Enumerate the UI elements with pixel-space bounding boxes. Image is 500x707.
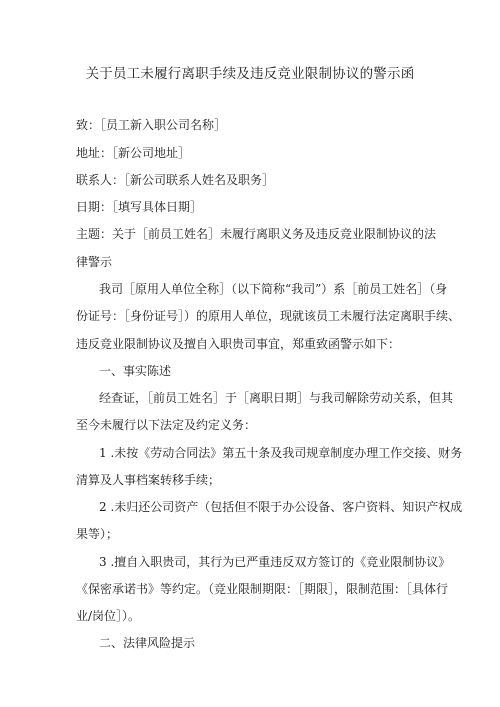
intro-line-3: 违反竞业限制协议及擅自入职贵司事宜，郑重致函警示如下： [76,337,401,351]
item-2-line-2: 果等）； [76,527,119,541]
document-title: 关于员工未履行离职手续及违反竞业限制协议的警示函 [85,66,415,82]
item-3-line-2: 《保密承诺书》等约定。（竞业限制期限：［期限］，限制范围：［具体行 [76,582,449,596]
item-3-line-3: 业/岗位］）。 [76,609,141,623]
item-1-line-1: 1 .未按《劳动合同法》第五十条及我司规章制度办理工作交接、财务 [99,446,463,460]
intro-line-2: 份证号：［身份证号］）的原用人单位，现就该员工未履行法定离职手续、 [76,309,461,323]
subject-line-2: 律警示 [76,255,113,269]
section-heading-legal-risk: 二、法律风险提示 [99,636,196,650]
date-field: 日期：［填写具体日期］ [76,200,203,214]
facts-line-2: 至今未履行以下法定及约定义务： [76,418,257,432]
item-1-line-2: 清算及人事档案转移手续； [76,473,221,487]
subject-line-1: 主题：关于［前员工姓名］未履行离职义务及违反竞业限制协议的法 [76,227,437,241]
facts-line-1: 经查证，［前员工姓名］于［离职日期］与我司解除劳动关系，但其 [99,391,454,405]
item-3-line-1: 3 .擅自入职贵司，其行为已严重违反双方签订的《竞业限制协议》 [99,555,451,569]
intro-line-1: 我司［原用人单位全称］（以下简称“我司”）系［前员工姓名］（身 [99,282,448,296]
item-2-line-1: 2 .未归还公司资产（包括但不限于办公设备、客户资料、知识产权成 [99,500,463,514]
address-field: 地址：［新公司地址］ [76,146,191,160]
contact-field: 联系人：［新公司联系人姓名及职务］ [76,173,275,187]
recipient-field: 致：［员工新入职公司名称］ [76,118,227,132]
section-heading-facts: 一、事实陈述 [99,364,172,378]
